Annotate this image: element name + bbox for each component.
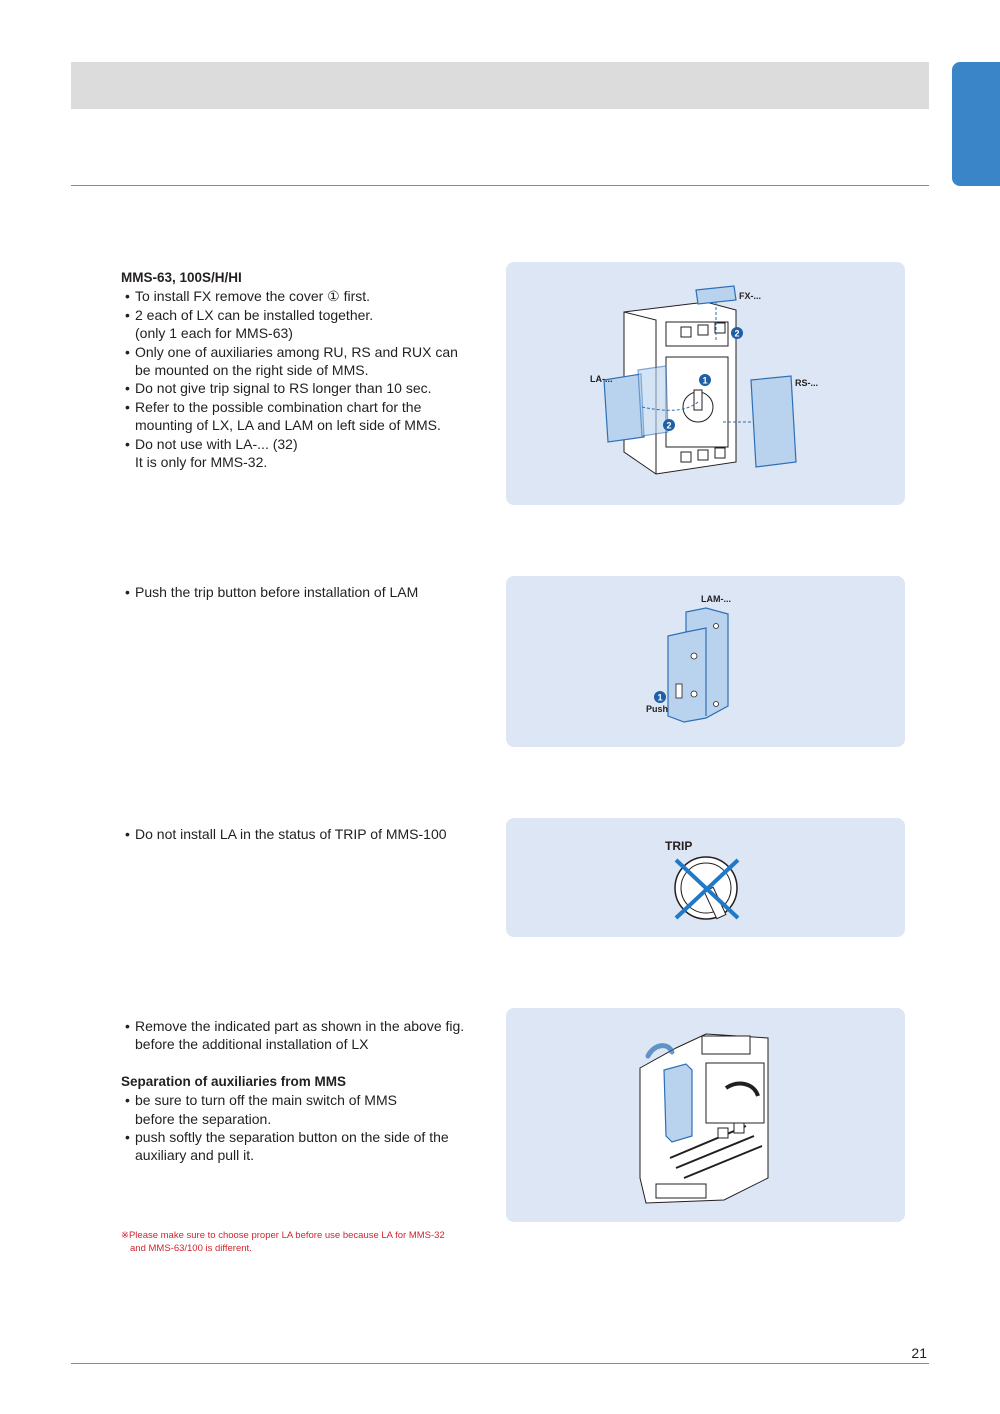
section-3-text — [121, 825, 481, 843]
header-band — [71, 62, 929, 109]
separation-title: Separation of auxiliaries from MMS — [121, 1073, 347, 1089]
lam-label: LAM-... — [701, 594, 731, 604]
step-1-label: 1 — [702, 375, 708, 386]
push-label: Push — [646, 704, 669, 714]
list-item-continuation: mounting of LX, LA and LAM on left side of MMS. — [135, 417, 441, 434]
figure-mms-auxiliary-installation — [506, 262, 905, 505]
note-line: ※Please make sure to choose proper LA before use because LA for MMS-32 — [121, 1230, 445, 1241]
list-item: • Do not use with LA-... (32) — [121, 435, 481, 453]
list-item-continuation: before the separation. — [135, 1110, 272, 1127]
section-1-title: MMS-63, 100S/H/HI — [121, 270, 242, 285]
list-item-continuation: auxiliary and pull it. — [135, 1147, 255, 1164]
figure-trip-warning — [506, 818, 905, 937]
list-item: • Do not give trip signal to RS longer than 10 sec. — [121, 379, 481, 397]
list-item: • To install FX remove the cover ① first. — [121, 287, 481, 305]
step-1-label: 1 — [657, 692, 663, 703]
list-item: • 2 each of LX can be installed together. — [121, 306, 481, 324]
section-2-text — [121, 583, 481, 601]
note-line: and MMS-63/100 is different. — [130, 1242, 252, 1254]
section-4-text — [121, 1017, 481, 1165]
list-item: • Only one of auxiliaries among RU, RS and RUX can — [121, 343, 481, 361]
list-item: • push softly the separation button on the side of the — [121, 1128, 481, 1146]
usage-note — [121, 1230, 481, 1255]
list-item: • Refer to the possible combination chart for the — [121, 398, 481, 416]
mms-assembly-illustration — [506, 262, 905, 505]
page-number: 21 — [911, 1345, 927, 1361]
footer-divider — [71, 1363, 929, 1364]
trip-label: TRIP — [665, 839, 693, 853]
list-item: • be sure to turn off the main switch of MMS — [121, 1091, 481, 1109]
header-divider — [71, 185, 929, 186]
section-1-text — [121, 269, 481, 471]
figure-lam-installation — [506, 576, 905, 747]
trip-illustration — [506, 818, 905, 937]
list-item: • Remove the indicated part as shown in the above fig. — [121, 1017, 481, 1035]
lx-illustration — [506, 1008, 905, 1222]
figure-lx-installation — [506, 1008, 905, 1222]
list-item-continuation: be mounted on the right side of MMS. — [135, 362, 369, 379]
list-item-continuation: before the additional installation of LX — [135, 1036, 369, 1053]
list-item: • Do not install LA in the status of TRIP of MMS-100 — [121, 825, 481, 843]
la-label: LA-... — [590, 374, 613, 384]
step-2-label: 2 — [666, 420, 672, 431]
step-2-label: 2 — [734, 328, 740, 339]
list-item: • Push the trip button before installation of LAM — [121, 583, 481, 601]
chapter-tab — [952, 62, 1000, 186]
list-item-continuation: It is only for MMS-32. — [135, 454, 268, 471]
fx-label: FX-... — [739, 291, 761, 301]
list-item-continuation: (only 1 each for MMS-63) — [135, 325, 293, 342]
rs-label: RS-... — [795, 378, 819, 388]
